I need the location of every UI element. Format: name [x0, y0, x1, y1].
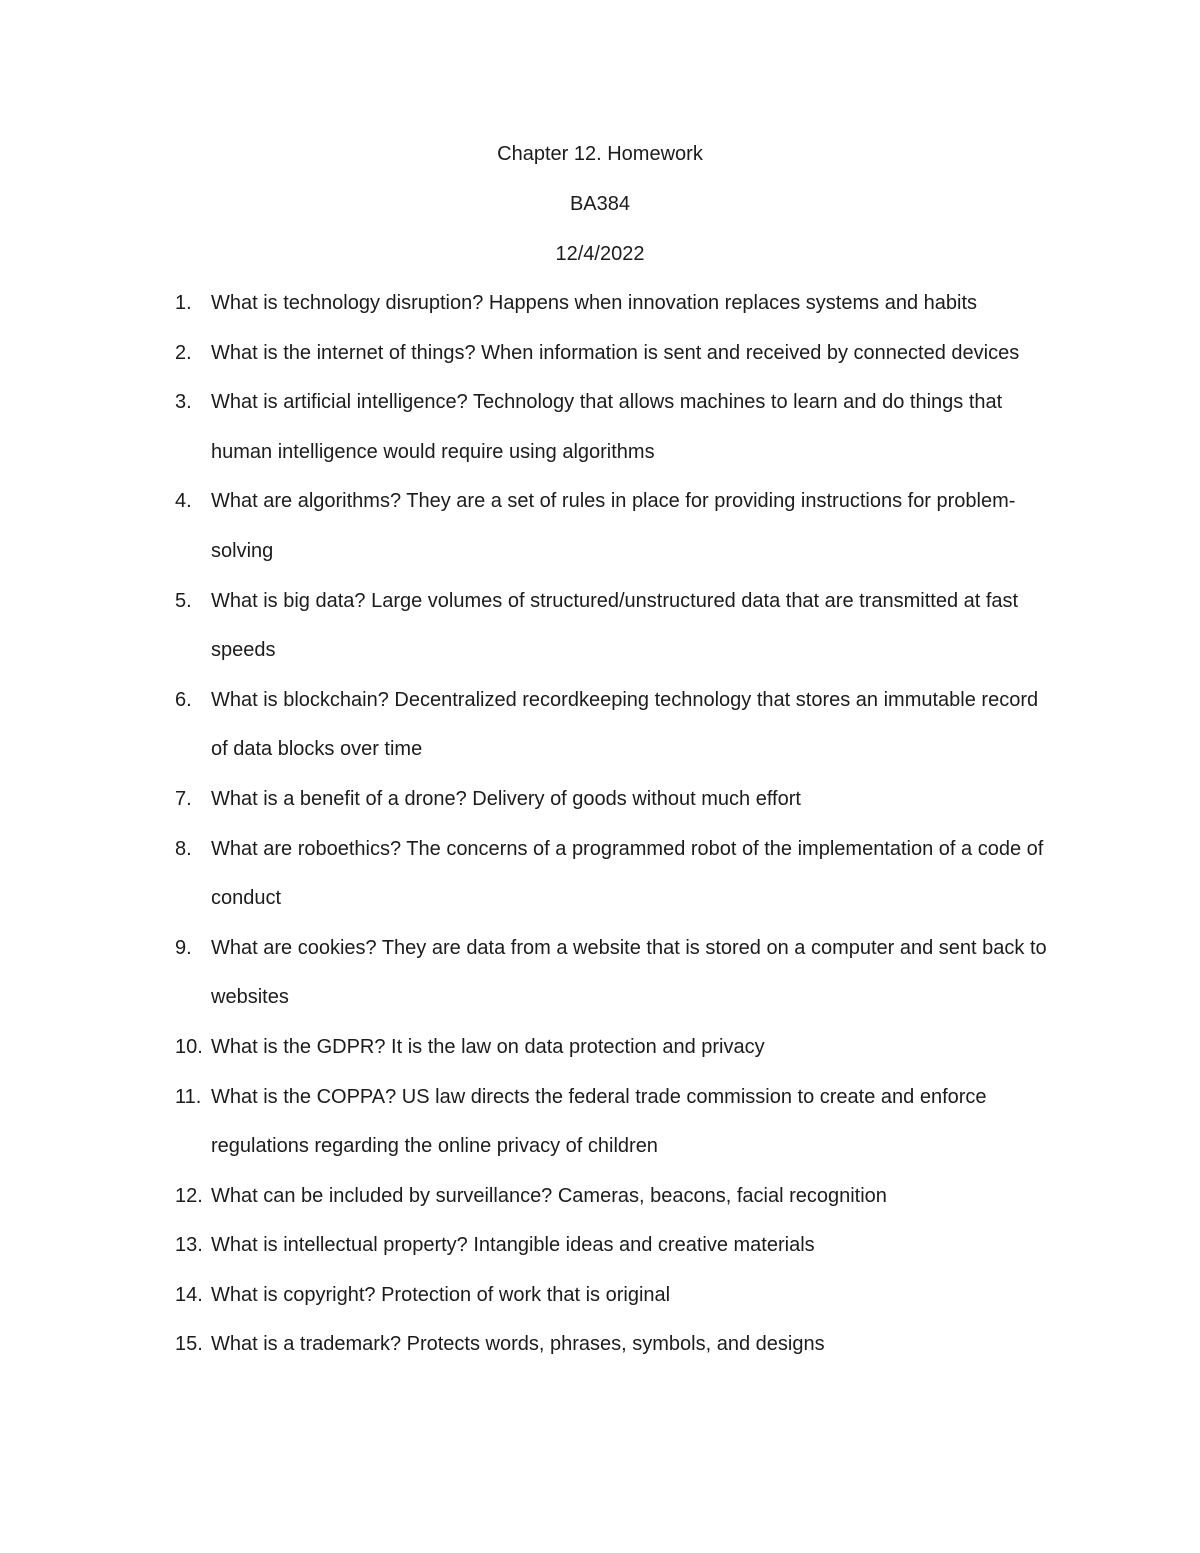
- list-item: [0, 775, 1200, 825]
- item-text: What is big data? Large volumes of structured/unstructured data that are transmitted at fast speeds: [211, 589, 1019, 662]
- list-item: [0, 1023, 1200, 1073]
- item-text: What is artificial intelligence? Technology that allows machines to learn and do things that human intelligence would require using algorithms: [211, 391, 1003, 463]
- list-item: [0, 279, 1200, 329]
- document-date: 12/4/2022: [555, 243, 645, 265]
- item-number: 13.: [175, 1234, 203, 1257]
- item-number: 12.: [175, 1184, 203, 1207]
- list-item: [0, 825, 1200, 924]
- item-text: What are cookies? They are data from a website that is stored on a computer and sent back to websites: [211, 936, 1047, 1009]
- list-item: [0, 577, 1200, 676]
- item-number: 5.: [175, 589, 192, 612]
- item-text: What is the COPPA? US law directs the federal trade commission to create and enforce regulations regarding the online privacy of children: [211, 1085, 987, 1158]
- item-number: 7.: [175, 787, 192, 810]
- course-code: BA384: [569, 193, 631, 215]
- list-item: [0, 378, 1200, 477]
- item-number: 14.: [175, 1283, 203, 1306]
- list-item: [0, 329, 1200, 379]
- list-item: [0, 1221, 1200, 1271]
- item-number: 3.: [175, 391, 192, 414]
- item-text: What is copyright? Protection of work that is original: [211, 1283, 671, 1306]
- item-text: What is the internet of things? When information is sent and received by connected devices: [211, 341, 1020, 364]
- list-item: [0, 1172, 1200, 1222]
- item-number: 11.: [175, 1085, 202, 1108]
- list-item: [0, 1320, 1200, 1370]
- document-title: Chapter 12. Homework: [497, 143, 703, 165]
- list-item: [0, 477, 1200, 576]
- list-item: [0, 924, 1200, 1023]
- question-list: [0, 279, 1200, 1370]
- item-text: What is a trademark? Protects words, phrases, symbols, and designs: [211, 1333, 825, 1356]
- item-number: 8.: [175, 837, 192, 860]
- item-number: 9.: [175, 936, 192, 959]
- list-item: [0, 1073, 1200, 1172]
- list-item: [0, 676, 1200, 775]
- item-text: What is the GDPR? It is the law on data protection and privacy: [211, 1035, 765, 1058]
- item-number: 4.: [175, 490, 192, 513]
- item-text: What is technology disruption? Happens when innovation replaces systems and habits: [211, 292, 977, 314]
- item-text: What are roboethics? The concerns of a programmed robot of the implementation of a code of conduct: [211, 837, 1044, 910]
- item-text: What can be included by surveillance? Cameras, beacons, facial recognition: [211, 1184, 887, 1207]
- item-text: What is blockchain? Decentralized recordkeeping technology that stores an immutable record of data blocks over time: [211, 688, 1039, 761]
- item-number: 2.: [175, 341, 192, 364]
- item-text: What are algorithms? They are a set of rules in place for providing instructions for problem-solving: [211, 490, 1016, 562]
- item-number: 10.: [175, 1035, 203, 1058]
- list-item: [0, 1271, 1200, 1321]
- item-number: 6.: [175, 688, 192, 711]
- item-number: 15.: [175, 1333, 203, 1356]
- item-text: What is a benefit of a drone? Delivery of goods without much effort: [211, 787, 801, 810]
- item-number: 1.: [175, 292, 192, 314]
- item-text: What is intellectual property? Intangible ideas and creative materials: [211, 1234, 815, 1257]
